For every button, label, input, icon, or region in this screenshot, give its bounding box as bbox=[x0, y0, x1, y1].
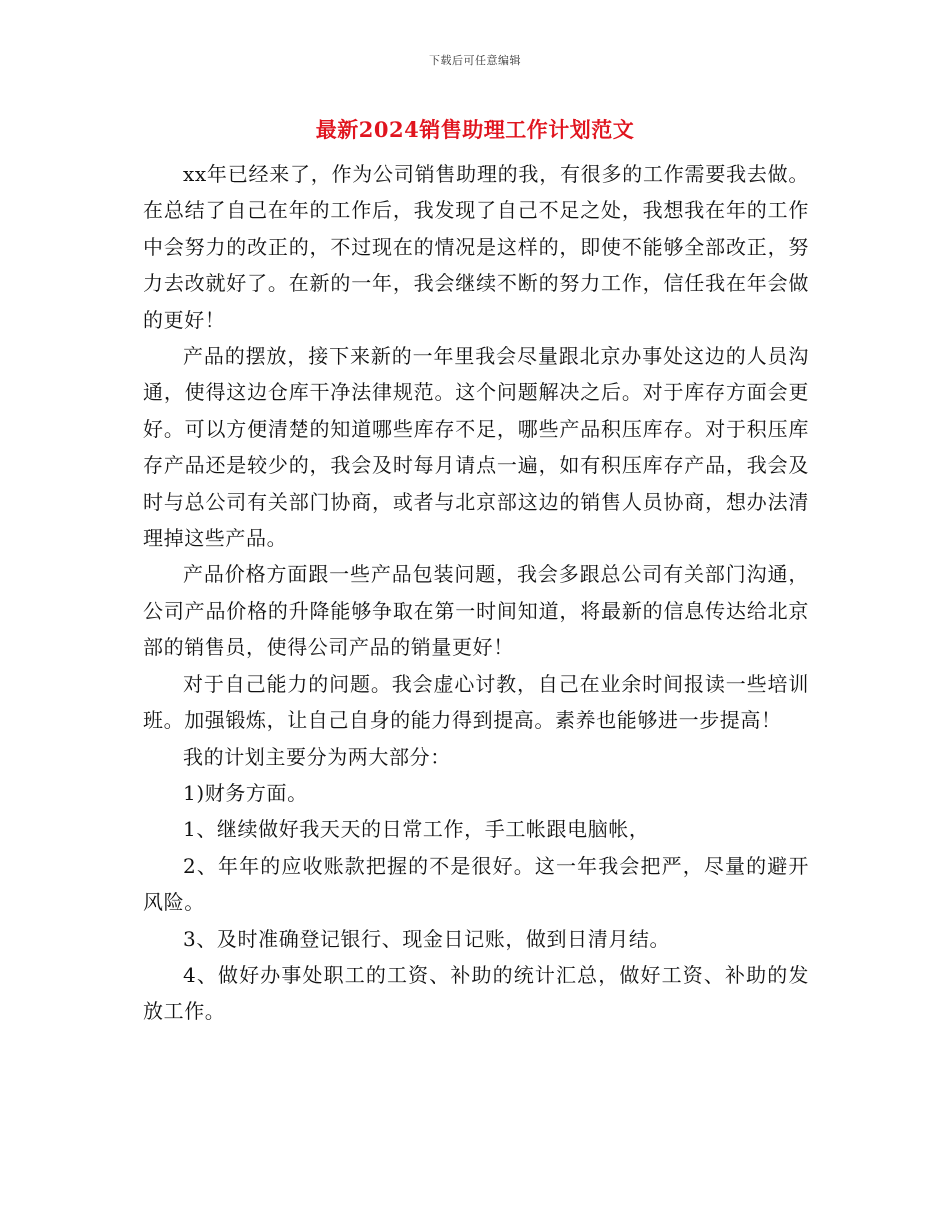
paragraph-product-pricing: 产品价格方面跟一些产品包装问题，我会多跟总公司有关部门沟通，公司产品价格的升降能够争取在第一时间知道，将最新的信息传达给北京部的销售员，使得公司产品的销量更好！ bbox=[143, 562, 809, 660]
paragraph-intro: xx年已经来了，作为公司销售助理的我，有很多的工作需要我去做。在总结了自己在年的工作后，我发现了自己不足之处，我想我在年的工作中会努力的改正的，不过现在的情况是这样的，即使不能够全部改正，努力去改就好了。在新的一年，我会继续不断的努力工作，信任我在年会做的更好！ bbox=[143, 162, 809, 332]
paragraph-product-placement: 产品的摆放，接下来新的一年里我会尽量跟北京办事处这边的人员沟通，使得这边仓库干净法律规范。这个问题解决之后。对于库存方面会更好。可以方便清楚的知道哪些库存不足，哪些产品积压库存。对于积压库存产品还是较少的，我会及时每月请点一遍，如有积压库存产品，我会及时与总公司有关部门协商，或者与北京部这边的销售人员协商，想办法清理掉这些产品。 bbox=[143, 344, 809, 551]
list-item-1: 1、继续做好我天天的日常工作，手工帐跟电脑帐， bbox=[183, 817, 650, 842]
document-body bbox=[143, 156, 809, 1030]
paragraph-self-improvement: 对于自己能力的问题。我会虚心讨教，自己在业余时间报读一些培训班。加强锻炼，让自己自身的能力得到提高。素养也能够进一步提高！ bbox=[143, 671, 809, 733]
page-header-note: 下载后可任意编辑 bbox=[429, 54, 521, 67]
paragraph-finance-heading: 1)财务方面。 bbox=[183, 780, 308, 805]
document-title: 最新2024销售助理工作计划范文 bbox=[315, 117, 635, 142]
list-item-2: 2、年年的应收账款把握的不是很好。这一年我会把严，尽量的避开风险。 bbox=[143, 853, 809, 915]
list-item-3: 3、及时准确登记银行、现金日记账，做到日清月结。 bbox=[183, 926, 671, 951]
paragraph-plan-overview: 我的计划主要分为两大部分： bbox=[183, 744, 451, 769]
list-item-4: 4、做好办事处职工的工资、补助的统计汇总，做好工资、补助的发放工作。 bbox=[143, 962, 809, 1024]
